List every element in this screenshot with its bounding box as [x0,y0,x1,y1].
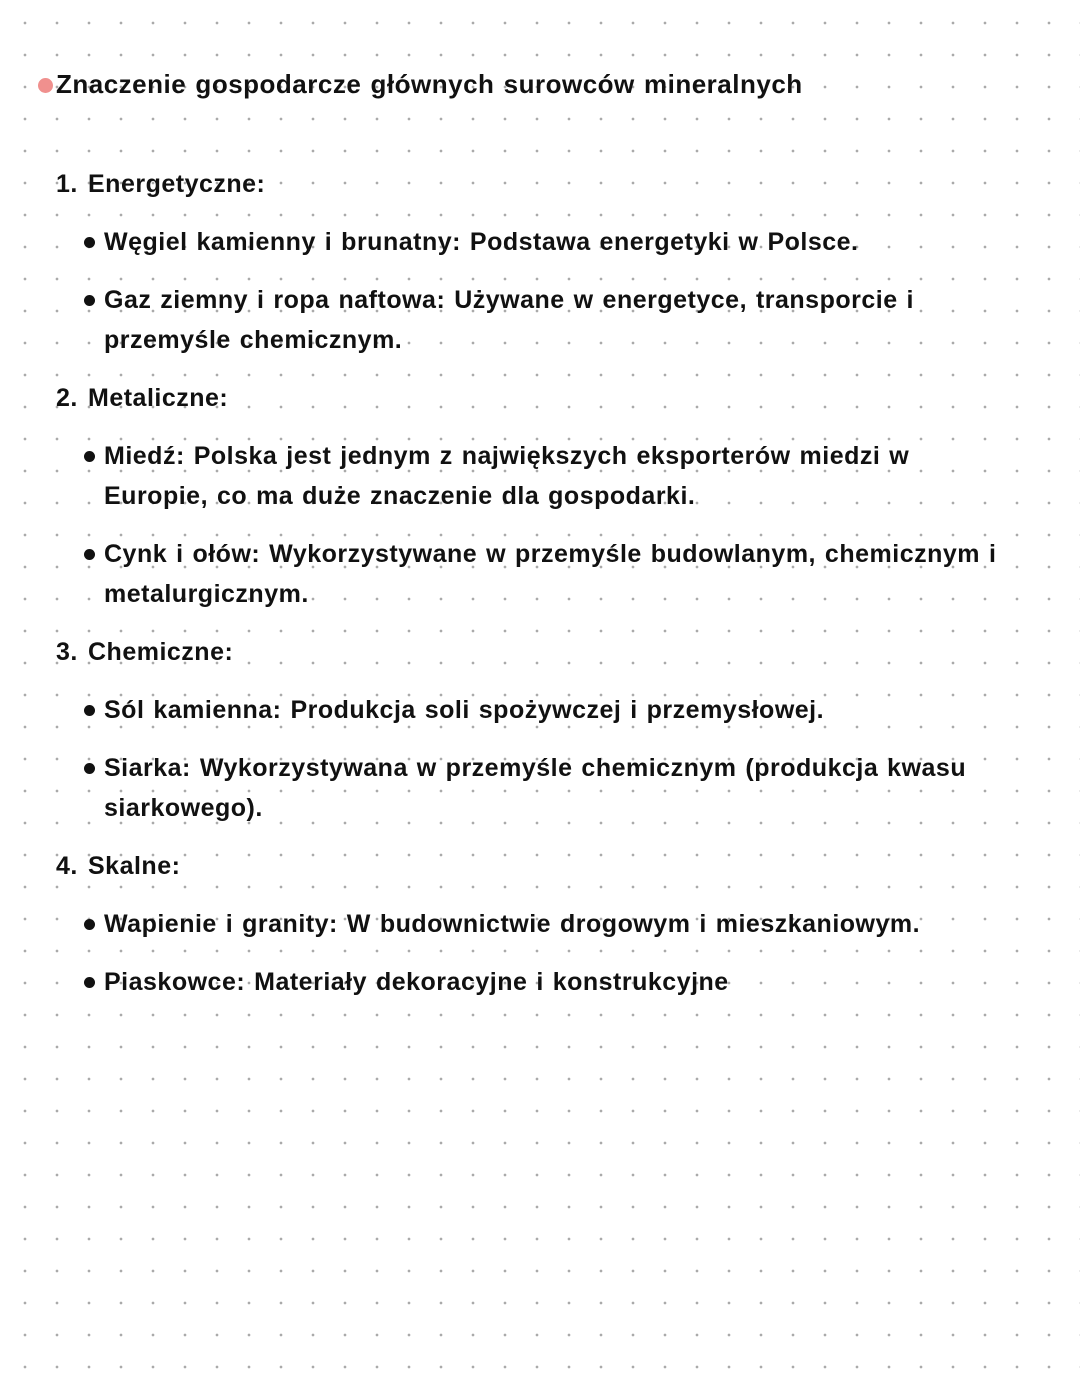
list-item [84,222,1040,262]
list-item-line: Miedź: Polska jest jednym z największych eksporterów miedzi w [104,442,910,470]
list-item [84,904,1040,944]
section-number: 1. [56,170,78,198]
list-item-line: Cynk i ołów: Wykorzystywane w przemyśle budowlanym, chemicznym i [104,540,997,568]
list-item-line: Gaz ziemny i ropa naftowa: Używane w energetyce, transporcie i [104,286,915,314]
section-heading-label: Metaliczne: [88,384,229,412]
list-item-text [104,534,996,614]
list-item-text [104,222,859,262]
list-item [84,690,1040,730]
section-heading-label: Energetyczne: [88,170,266,198]
page-title: Znaczenie gospodarcze głównych surowców mineralnych [56,69,803,99]
section-chemiczne [56,632,1040,828]
section-heading [56,632,1040,672]
section-number: 3. [56,638,78,666]
page-title-row [38,64,1040,104]
bullet-icon [84,977,95,988]
section-heading [56,164,1040,204]
list-item-line: Europie, co ma duże znaczenie dla gospodarki. [104,482,696,510]
list-item-line: siarkowego). [104,794,263,822]
list-item-text [104,962,729,1002]
list-item [84,280,1040,360]
list-item-line: Siarka: Wykorzystywana w przemyśle chemicznym (produkcja kwasu [104,754,967,782]
section-heading [56,846,1040,886]
bullet-icon [84,451,95,462]
pink-bullet-icon [38,78,53,93]
list-item-line: Piaskowce: Materiały dekoracyjne i konstrukcyjne [104,968,729,996]
list-item-line: Sól kamienna: Produkcja soli spożywczej i przemysłowej. [104,696,825,724]
list-item-line: przemyśle chemicznym. [104,326,403,354]
list-item-line: Węgiel kamienny i brunatny: Podstawa energetyki w Polsce. [104,228,859,256]
list-item-text [104,904,920,944]
list-item [84,436,1040,516]
list-item [84,962,1040,1002]
bullet-icon [84,549,95,560]
bullet-icon [84,295,95,306]
bullet-icon [84,919,95,930]
list-item-text [104,280,914,360]
section-heading [56,378,1040,418]
list-item [84,534,1040,614]
section-heading-label: Chemiczne: [88,638,234,666]
section-heading-label: Skalne: [88,852,181,880]
section-skalne [56,846,1040,1002]
bullet-icon [84,763,95,774]
list-item-text [104,436,909,516]
section-metaliczne [56,378,1040,614]
list-item-text [104,748,966,828]
section-number: 4. [56,852,78,880]
list-item-text [104,690,824,730]
list-item-line: Wapienie i granity: W budownictwie drogowym i mieszkaniowym. [104,910,921,938]
list-item-line: metalurgicznym. [104,580,309,608]
section-number: 2. [56,384,78,412]
section-energetyczne [56,164,1040,360]
list-item [84,748,1040,828]
bullet-icon [84,705,95,716]
bullet-icon [84,237,95,248]
